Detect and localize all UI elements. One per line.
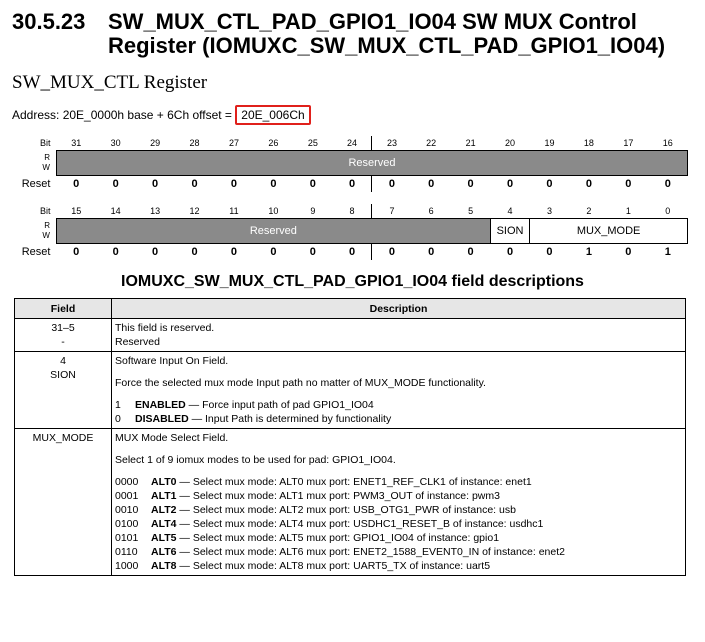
bit-number: 22 — [426, 138, 437, 148]
reset-value: 0 — [546, 246, 553, 258]
reset-value: 0 — [428, 178, 435, 190]
sion-field: SION — [490, 219, 529, 244]
mux-option: 0101 ALT5 — Select mux mode: ALT5 mux port: GPIO1_IO04 of instance: gpio1 — [115, 532, 500, 544]
register-map-upper — [12, 136, 688, 192]
rw-row — [12, 151, 688, 176]
table-row — [15, 429, 686, 576]
rw-label: R W — [42, 153, 50, 172]
reset-value: 0 — [152, 178, 159, 190]
description-header: Description — [112, 299, 686, 319]
bit-number: 17 — [623, 138, 634, 148]
bit-number: 14 — [110, 206, 121, 216]
mux-option: 0001 ALT1 — Select mux mode: ALT1 mux port: PWM3_OUT of instance: pwm3 — [115, 490, 500, 502]
field-descriptions-table — [14, 298, 686, 576]
bit-number: 11 — [229, 206, 239, 216]
option-line: 0 DISABLED — Input Path is determined by functionality — [115, 413, 392, 425]
rw-row — [12, 219, 688, 244]
reset-value: 0 — [73, 246, 80, 258]
bit-number: 4 — [507, 206, 513, 216]
reset-value: 0 — [348, 246, 356, 258]
bit-number: 13 — [150, 206, 161, 216]
reset-value: 0 — [230, 246, 238, 258]
bit-number-row — [12, 136, 688, 151]
bit-number-row — [12, 204, 688, 219]
reset-value: 0 — [546, 178, 553, 190]
option-line: 1 ENABLED — Force input path of pad GPIO1_IO04 — [115, 399, 374, 411]
reset-value: 0 — [270, 246, 277, 258]
mux-option: 0000 ALT0 — Select mux mode: ALT0 mux port: ENET1_REF_CLK1 of instance: enet1 — [115, 476, 532, 488]
reset-value: 0 — [428, 246, 435, 258]
mux-option: 0110 ALT6 — Select mux mode: ALT6 mux port: ENET2_1588_EVENT0_IN of instance: enet2 — [115, 546, 565, 558]
reset-value: 0 — [112, 246, 119, 258]
bit-number: 15 — [71, 206, 82, 216]
bit-number: 29 — [150, 138, 161, 148]
bit-number: 16 — [662, 138, 673, 148]
reset-value: 1 — [585, 246, 592, 258]
reset-value: 0 — [625, 246, 632, 258]
register-map-lower — [12, 204, 688, 260]
reset-value: 0 — [191, 246, 198, 258]
bit-number: 23 — [372, 136, 411, 151]
mux-option: 0010 ALT2 — Select mux mode: ALT2 mux port: USB_OTG1_PWR of instance: usb — [115, 504, 516, 516]
bit-number: 12 — [189, 206, 200, 216]
bit-number: 21 — [465, 138, 476, 148]
bit-label: Bit — [39, 206, 51, 217]
description-text: This field is reserved. — [115, 322, 215, 334]
reset-value: 0 — [152, 246, 159, 258]
field-cell — [15, 352, 112, 429]
reset-value: 0 — [270, 178, 277, 190]
table-row — [15, 352, 686, 429]
description-text: Software Input On Field. — [115, 355, 229, 367]
description-text: Reserved — [115, 336, 160, 348]
description-text: Force the selected mux mode Input path no matter of MUX_MODE functionality. — [115, 377, 486, 389]
description-cell — [112, 352, 686, 429]
bit-number: 28 — [189, 138, 200, 148]
table-row — [15, 319, 686, 352]
description-cell — [112, 429, 686, 576]
reset-label: Reset — [21, 245, 51, 258]
mux-option: 0100 ALT4 — Select mux mode: ALT4 mux port: USDHC1_RESET_B of instance: usdhc1 — [115, 518, 544, 530]
section-number: 30.5.23 — [12, 9, 86, 34]
field-bits: 4 — [60, 355, 66, 367]
reset-value: 0 — [191, 178, 198, 190]
bit-number: 8 — [349, 206, 355, 216]
field-header: Field — [15, 299, 112, 319]
bit-number: 18 — [583, 138, 594, 148]
bit-number: 27 — [228, 138, 239, 148]
reset-value: 0 — [664, 178, 671, 190]
mux-option: 1000 ALT8 — Select mux mode: ALT8 mux port: UART5_TX of instance: uart5 — [115, 560, 491, 572]
reset-value: 0 — [348, 178, 356, 190]
register-subtitle: SW_MUX_CTL Register — [12, 72, 208, 93]
bit-number: 0 — [665, 206, 671, 216]
bit-number: 2 — [586, 206, 592, 216]
field-name: MUX_MODE — [32, 432, 94, 444]
bit-number: 10 — [268, 206, 279, 216]
reset-value: 0 — [372, 176, 411, 193]
bit-number: 7 — [372, 204, 411, 219]
description-cell — [112, 319, 686, 352]
bit-number: 20 — [505, 138, 516, 148]
field-bits: 31–5 — [51, 322, 75, 334]
bit-number: 6 — [428, 206, 434, 216]
address-prefix: Address: 20E_0000h base + 6Ch offset = — [12, 108, 236, 122]
reset-value: 0 — [309, 178, 316, 190]
bit-number: 31 — [71, 138, 82, 148]
reset-value: 0 — [467, 178, 474, 190]
reset-value: 0 — [309, 246, 316, 258]
bit-number: 3 — [546, 206, 552, 216]
reset-value: 0 — [506, 246, 514, 258]
reset-label: Reset — [21, 177, 51, 190]
reset-value: 0 — [585, 178, 592, 190]
reset-value: 0 — [230, 178, 238, 190]
mux-mode-field: MUX_MODE — [530, 219, 688, 244]
bit-number: 5 — [468, 206, 474, 216]
bit-number: 24 — [347, 138, 358, 148]
reset-value: 0 — [372, 244, 411, 261]
field-cell — [15, 319, 112, 352]
description-text: MUX Mode Select Field. — [115, 432, 229, 444]
bit-label: Bit — [39, 138, 51, 149]
reset-row — [12, 176, 688, 193]
reset-row — [12, 244, 688, 261]
address-value: 20E_006Ch — [235, 105, 310, 125]
field-descriptions-title: IOMUXC_SW_MUX_CTL_PAD_GPIO1_IO04 field descriptions — [121, 273, 584, 290]
bit-number: 26 — [268, 138, 279, 148]
reserved-field: Reserved — [56, 151, 687, 176]
description-text: Select 1 of 9 iomux modes to be used for pad: GPIO1_IO04. — [115, 454, 396, 466]
section-title-line2: Register (IOMUXC_SW_MUX_CTL_PAD_GPIO1_IO04) — [108, 33, 666, 58]
field-cell — [15, 429, 112, 576]
bit-number: 19 — [544, 138, 555, 148]
reset-value: 0 — [467, 246, 474, 258]
bit-number: 25 — [307, 138, 318, 148]
reset-value: 0 — [506, 178, 514, 190]
field-name: - — [61, 336, 65, 348]
rw-label: R W — [42, 221, 50, 240]
bit-number: 30 — [110, 138, 121, 148]
field-name: SION — [50, 369, 76, 381]
reset-value: 0 — [112, 178, 119, 190]
reset-value: 0 — [73, 178, 80, 190]
reserved-field: Reserved — [56, 219, 490, 244]
table-header-row — [15, 299, 686, 319]
section-title-line1: SW_MUX_CTL_PAD_GPIO1_IO04 SW MUX Control — [108, 9, 637, 34]
reset-value: 0 — [625, 178, 632, 190]
bit-number: 1 — [625, 206, 631, 216]
bit-number: 9 — [310, 206, 316, 216]
address-line — [12, 108, 311, 122]
reset-value: 1 — [664, 246, 671, 258]
